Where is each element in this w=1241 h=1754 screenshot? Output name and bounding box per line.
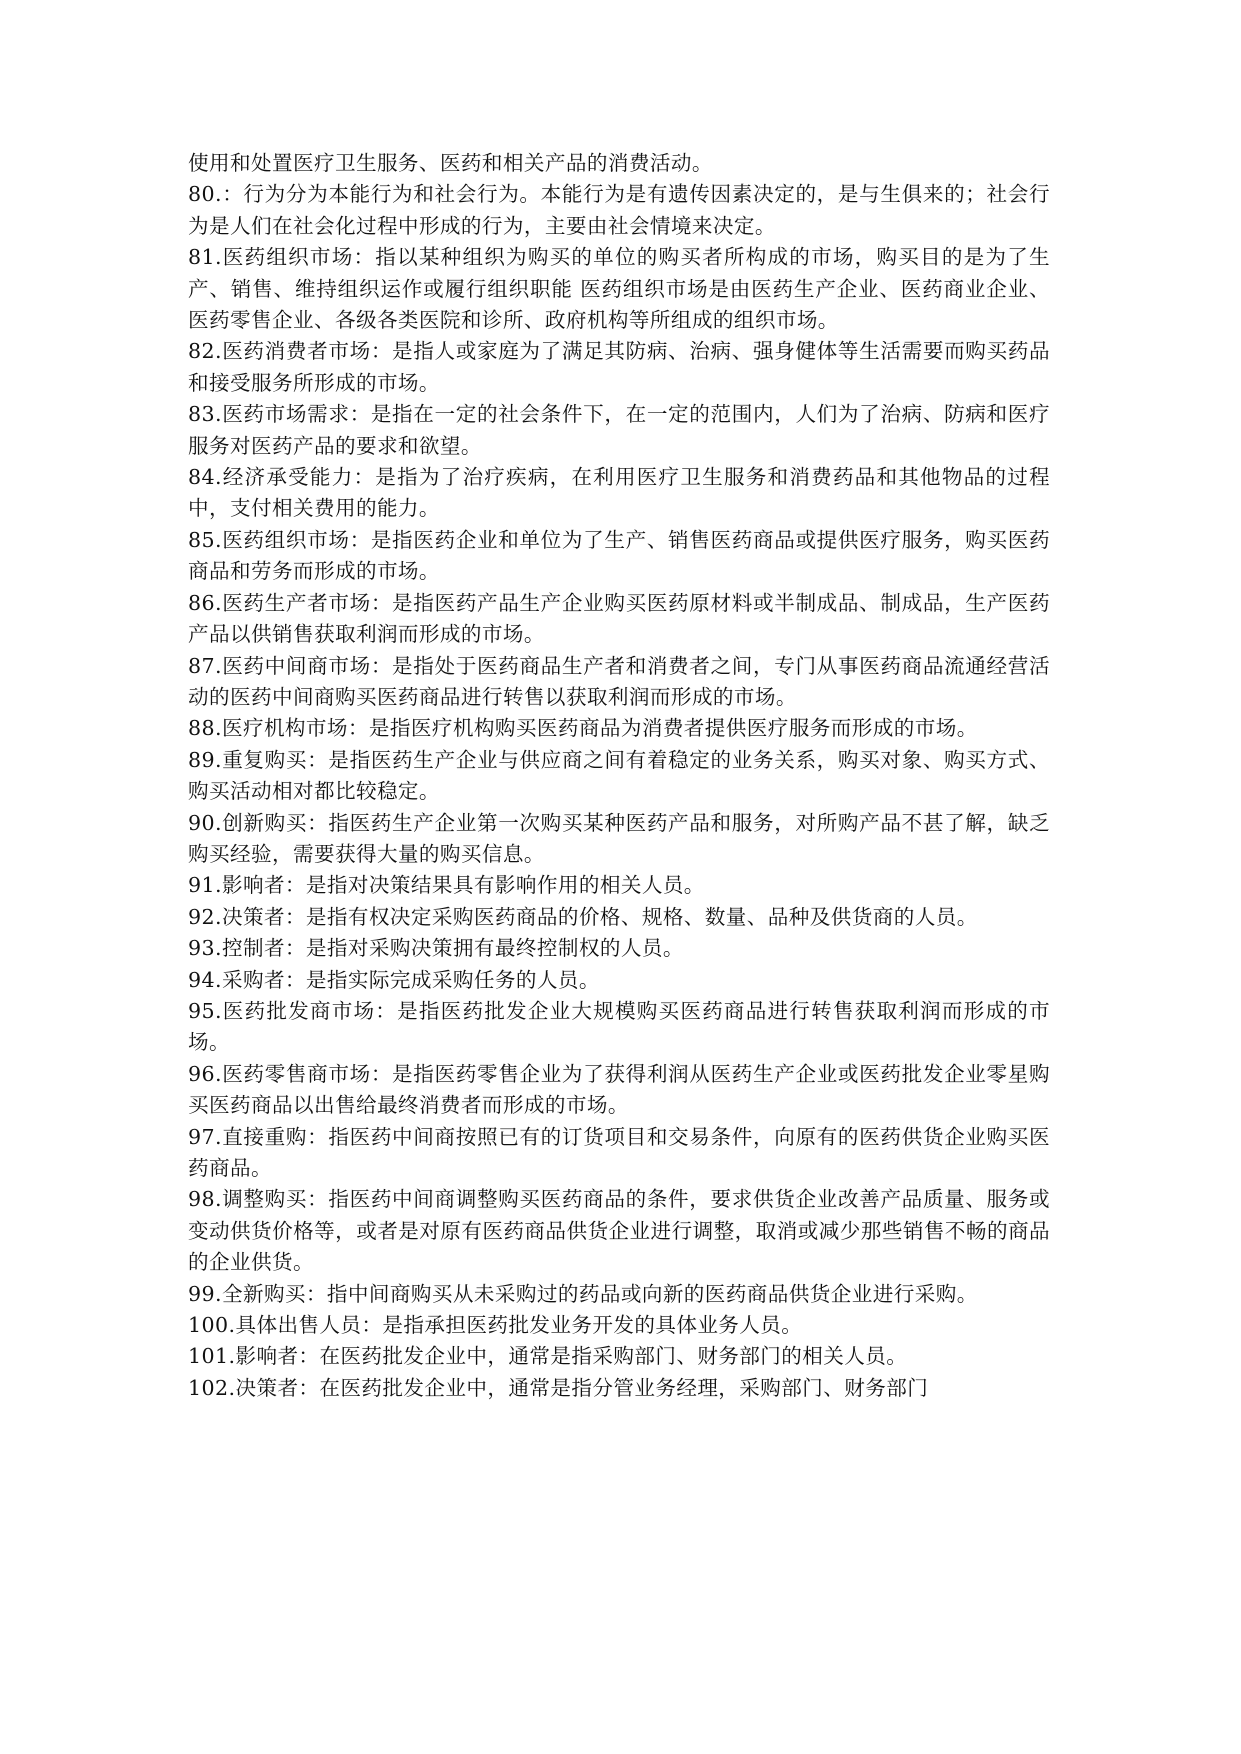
paragraph: 86.医药生产者市场：是指医药产品生产企业购买医药原材料或半制成品、制成品，生产医药产品以供销售获取利润而形成的市场。 xyxy=(188,590,1050,647)
paragraph: 93.控制者：是指对采购决策拥有最终控制权的人员。 xyxy=(188,936,684,961)
paragraph: 99.全新购买：指中间商购买从未采购过的药品或向新的医药商品供货企业进行采购。 xyxy=(188,1281,978,1306)
paragraph: 95.医药批发商市场：是指医药批发企业大规模购买医药商品进行转售获取利润而形成的市场。 xyxy=(188,998,1050,1055)
paragraph: 81.医药组织市场：指以某种组织为购买的单位的购买者所构成的市场，购买目的是为了生产、销售、维持组织运作或履行组织职能 医药组织市场是由医药生产企业、医药商业企业、医药零售企业、各级各类医院和诊所、政府机构等所组成的组织市场。 xyxy=(188,245,1050,333)
paragraph: 94.采购者：是指实际完成采购任务的人员。 xyxy=(188,967,600,992)
paragraph: 使用和处置医疗卫生服务、医药和相关产品的消费活动。 xyxy=(188,151,713,175)
paragraph: 88.医疗机构市场：是指医疗机构购买医药商品为消费者提供医疗服务而形成的市场。 xyxy=(188,716,978,741)
paragraph: 97.直接重购：指医药中间商按照已有的订货项目和交易条件，向原有的医药供货企业购买医药商品。 xyxy=(188,1124,1050,1180)
paragraph: 89.重复购买：是指医药生产企业与供应商之间有着稳定的业务关系，购买对象、购买方式、购买活动相对都比较稳定。 xyxy=(188,747,1050,804)
paragraph: 83.医药市场需求：是指在一定的社会条件下，在一定的范围内，人们为了治病、防病和医疗服务对医药产品的要求和欲望。 xyxy=(188,402,1050,458)
paragraph: 102.决策者：在医药批发企业中，通常是指分管业务经理，采购部门、财务部门 xyxy=(188,1375,929,1400)
paragraph: 82.医药消费者市场：是指人或家庭为了满足其防病、治病、强身健体等生活需要而购买药品和接受服务所形成的市场。 xyxy=(188,339,1050,395)
paragraph: 100.具体出售人员：是指承担医药批发业务开发的具体业务人员。 xyxy=(188,1313,803,1338)
paragraph: 84.经济承受能力：是指为了治疗疾病，在利用医疗卫生服务和消费药品和其他物品的过程中，支付相关费用的能力。 xyxy=(188,465,1050,521)
paragraph: 87.医药中间商市场：是指处于医药商品生产者和消费者之间，专门从事医药商品流通经营活动的医药中间商购买医药商品进行转售以获取利润而形成的市场。 xyxy=(188,653,1050,709)
paragraph: 92.决策者：是指有权决定采购医药商品的价格、规格、数量、品种及供货商的人员。 xyxy=(188,904,978,929)
paragraph: 98.调整购买：指医药中间商调整购买医药商品的条件，要求供货企业改善产品质量、服务或变动供货价格等，或者是对原有医药商品供货企业进行调整，取消或减少那些销售不畅的商品的企业供货。 xyxy=(188,1187,1050,1275)
paragraph: 96.医药零售商市场：是指医药零售企业为了获得利润从医药生产企业或医药批发企业零星购买医药商品以出售给最终消费者而形成的市场。 xyxy=(188,1061,1050,1118)
paragraph: 101.影响者：在医药批发企业中，通常是指采购部门、财务部门的相关人员。 xyxy=(188,1344,908,1369)
document-body xyxy=(188,148,1050,1404)
paragraph: 91.影响者：是指对决策结果具有影响作用的相关人员。 xyxy=(188,873,705,898)
paragraph: 90.创新购买：指医药生产企业第一次购买某种医药产品和服务，对所购产品不甚了解，缺乏购买经验，需要获得大量的购买信息。 xyxy=(188,810,1050,866)
paragraph: 85.医药组织市场：是指医药企业和单位为了生产、销售医药商品或提供医疗服务，购买医药商品和劳务而形成的市场。 xyxy=(188,527,1050,584)
paragraph: 80.：行为分为本能行为和社会行为。本能行为是有遗传因素决定的，是与生俱来的；社会行为是人们在社会化过程中形成的行为，主要由社会情境来决定。 xyxy=(188,182,1050,238)
